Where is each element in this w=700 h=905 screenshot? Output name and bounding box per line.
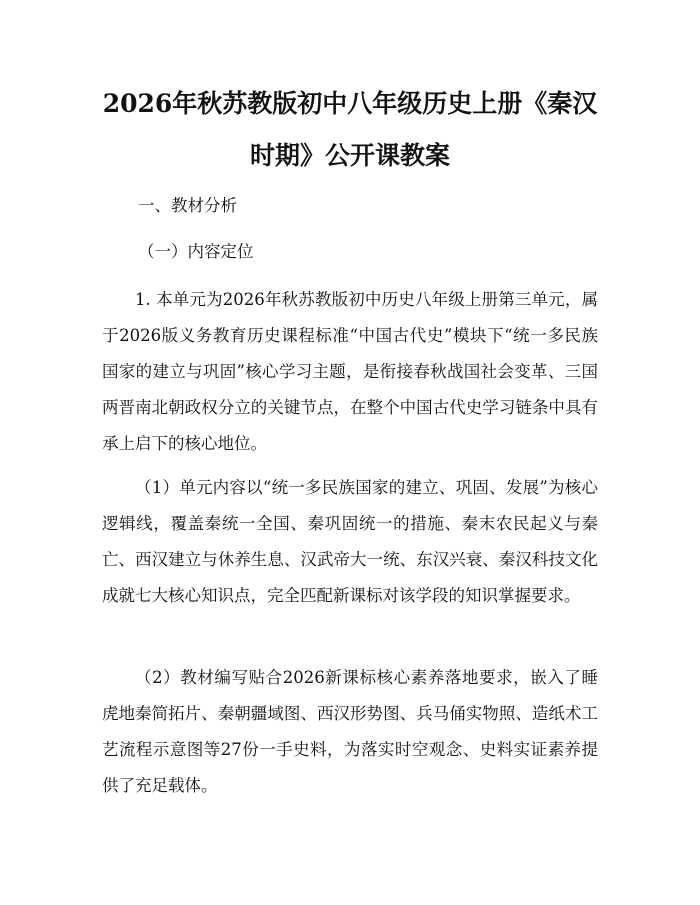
- section-heading: 一、教材分析: [138, 196, 237, 215]
- paragraph-unit-position: 1. 本单元为2026年秋苏教版初中历史八年级上册第三单元，属于2026版义务教育历史课程标准“中国古代史”模块下“统一多民族国家的建立与巩固”核心学习主题，是衔接春秋战国社会变革、三国两晋南北朝政权分立的关键节点，在整个中国古代史学习链条中具有承上启下的核心地位。: [102, 290, 598, 453]
- subsection-heading: （一）内容定位: [138, 242, 254, 261]
- title-line-1: 2026年秋苏教版初中八年级历史上册《秦汉: [102, 89, 598, 118]
- title-line-2: 时期》公开课教案: [249, 141, 450, 170]
- document-title: [92, 78, 608, 182]
- paragraph-unit-content: （1）单元内容以“统一多民族国家的建立、巩固、发展”为核心逻辑线，覆盖秦统一全国、秦巩固统一的措施、秦末农民起义与秦亡、西汉建立与休养生息、汉武帝大一统、东汉兴衰、秦汉科技文化成就七大核心知识点，完全匹配新课标对该学段的知识掌握要求。: [102, 478, 598, 605]
- paragraph-textbook-materials: （2）教材编写贴合2026新课标核心素养落地要求，嵌入了睡虎地秦简拓片、秦朝疆域图、西汉形势图、兵马俑实物照、造纸术工艺流程示意图等27份一手史料，为落实时空观念、史料实证素养提供了充足载体。: [102, 668, 598, 795]
